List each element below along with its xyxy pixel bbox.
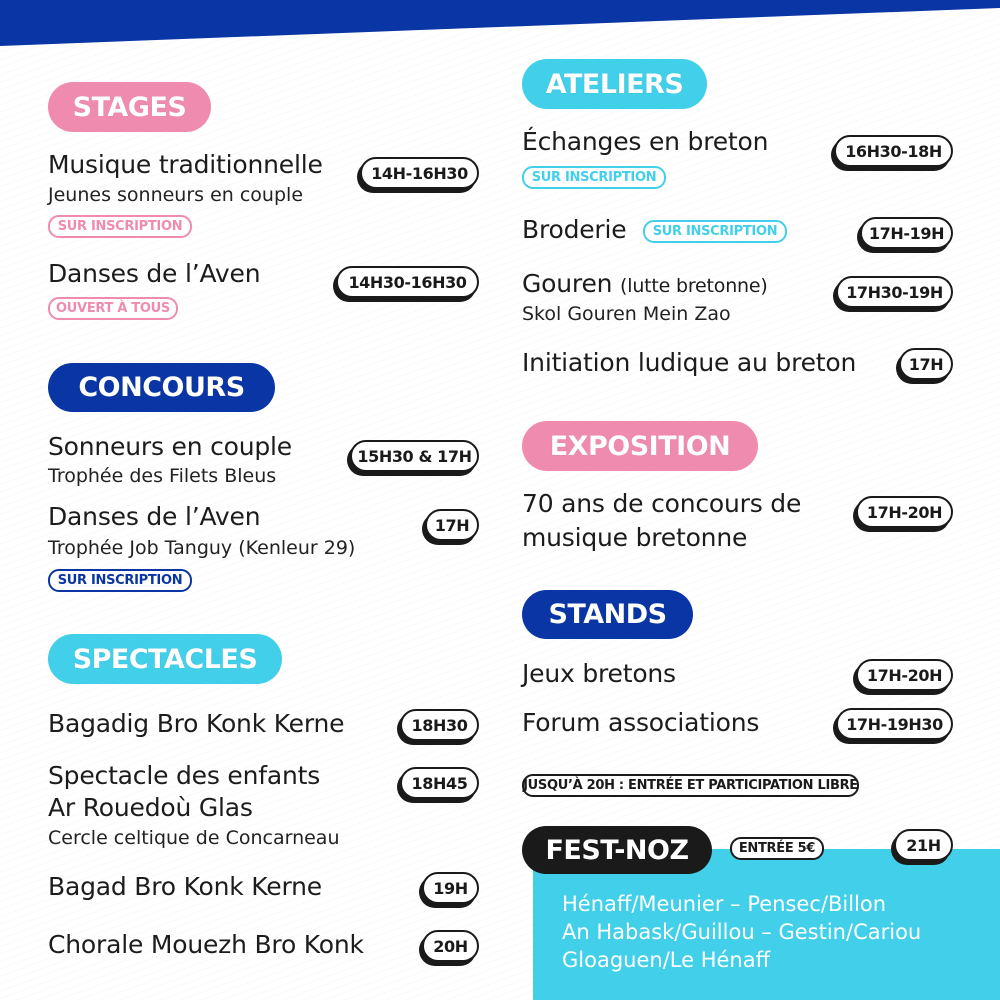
atelier-3-title-suffix: (lutte bretonne) [620, 275, 768, 297]
exposition-1-title-line2: musique bretonne [522, 523, 748, 552]
stage-1-registration-badge: SUR INSCRIPTION [48, 215, 192, 238]
atelier-4-title: Initiation ludique au breton [522, 348, 857, 377]
concours-1-time: 15H30 & 17H [350, 440, 479, 472]
stage-1-time: 14H-16H30 [360, 157, 479, 189]
spectacle-4-time: 20H [422, 930, 479, 962]
top-navy-band [0, 0, 1000, 48]
stands-free-entry-note: JUSQU’À 20H : ENTRÉE ET PARTICIPATION LIBRE [522, 774, 859, 797]
spectacle-2-time: 18H45 [400, 767, 479, 799]
atelier-1-title: Échanges en breton [522, 127, 769, 156]
festnoz-heading: FEST-NOZ [522, 826, 712, 874]
festnoz-lineup-line-1: Hénaff/Meunier – Pensec/Billon [562, 892, 887, 916]
concours-2-title: Danses de l’Aven [48, 502, 261, 531]
concours-1-title: Sonneurs en couple [48, 432, 292, 461]
atelier-2-time: 17H-19H [860, 217, 953, 249]
atelier-3-time: 17H30-19H [836, 276, 953, 308]
stage-1-subtitle: Jeunes sonneurs en couple [48, 184, 304, 206]
exposition-1-time: 17H-20H [856, 496, 953, 528]
stage-1-title: Musique traditionnelle [48, 150, 323, 179]
stage-2-title: Danses de l’Aven [48, 259, 261, 288]
stands-heading: STANDS [522, 590, 693, 639]
stand-2-time: 17H-19H30 [836, 708, 953, 740]
concours-1-subtitle: Trophée des Filets Bleus [48, 465, 277, 487]
spectacle-3-title: Bagad Bro Konk Kerne [48, 872, 322, 901]
spectacle-3-time: 19H [422, 872, 479, 904]
spectacle-1-title: Bagadig Bro Konk Kerne [48, 709, 345, 738]
festnoz-time: 21H [894, 829, 953, 861]
atelier-4-time: 17H [899, 348, 953, 380]
exposition-1-title-line1: 70 ans de concours de [522, 489, 802, 518]
spectacle-4-title: Chorale Mouezh Bro Konk [48, 930, 364, 959]
stages-heading: STAGES [48, 82, 211, 132]
festnoz-lineup-line-3: Gloaguen/Le Hénaff [562, 948, 771, 972]
atelier-3-title-main: Gouren [522, 269, 613, 298]
concours-2-subtitle: Trophée Job Tanguy (Kenleur 29) [48, 537, 356, 559]
spectacle-2-subtitle: Cercle celtique de Concarneau [48, 827, 340, 849]
festnoz-price-badge: ENTRÉE 5€ [730, 837, 824, 860]
spectacle-1-time: 18H30 [400, 709, 479, 741]
atelier-1-time: 16H30-18H [834, 135, 953, 167]
spectacle-2-title-line1: Spectacle des enfants [48, 761, 321, 790]
stand-2-title: Forum associations [522, 708, 760, 737]
stage-2-time: 14H30-16H30 [336, 266, 479, 298]
atelier-3-title [522, 269, 768, 299]
stand-1-time: 17H-20H [856, 659, 953, 691]
atelier-2-title: Broderie [522, 215, 627, 244]
concours-2-time: 17H [425, 509, 479, 541]
atelier-1-registration-badge: SUR INSCRIPTION [522, 166, 666, 189]
atelier-2-registration-badge: SUR INSCRIPTION [643, 220, 787, 243]
concours-2-registration-badge: SUR INSCRIPTION [48, 569, 192, 592]
concours-heading: CONCOURS [48, 363, 275, 412]
spectacles-heading: SPECTACLES [48, 634, 282, 684]
spectacle-2-title-line2: Ar Rouedoù Glas [48, 793, 253, 822]
stage-2-open-badge: OUVERT À TOUS [48, 297, 178, 320]
ateliers-heading: ATELIERS [522, 59, 707, 109]
stand-1-title: Jeux bretons [522, 659, 676, 688]
exposition-heading: EXPOSITION [522, 421, 758, 471]
atelier-3-subtitle: Skol Gouren Mein Zao [522, 303, 731, 325]
festnoz-lineup-line-2: An Habask/Guillou – Gestin/Cariou [562, 920, 922, 944]
